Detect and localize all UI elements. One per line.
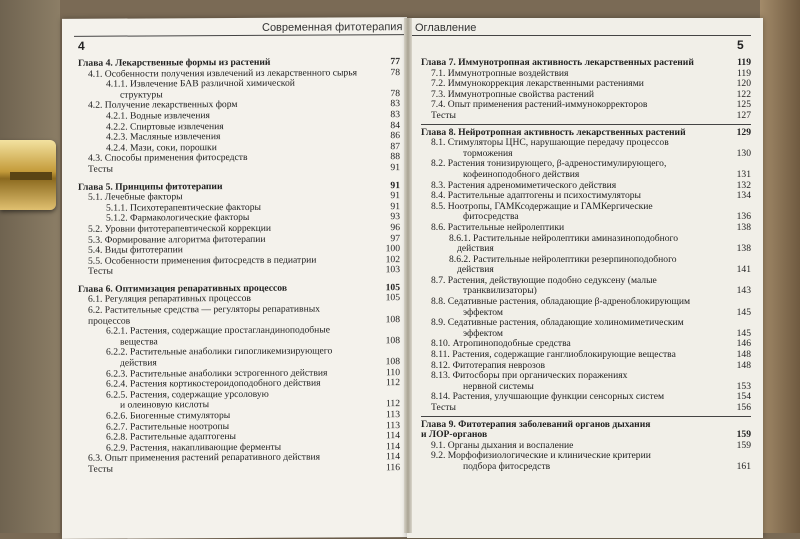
entry-title: 8.6.1. Растительные нейролептики аминазиноподобного (449, 232, 679, 244)
entry-title: и олеиновую кислоты (120, 399, 210, 412)
binder-clip-slot (10, 172, 52, 180)
entry-page-number: 145 (736, 327, 751, 339)
entry-title: 6.2.5. Растения, содержащие урсоловую (106, 388, 269, 401)
entry-page-number: 122 (736, 88, 751, 100)
section-divider (421, 416, 751, 417)
entry-title: 8.8. Седативные растения, обладающие β-адреноблокирующим (431, 296, 691, 308)
entry-title: 8.12. Фитотерапия неврозов (431, 359, 546, 371)
right-page-number: 5 (737, 38, 744, 52)
entry-page-number: 110 (385, 366, 400, 378)
entry-page-number: 146 (736, 338, 751, 350)
entry-page-number: 156 (736, 402, 751, 413)
entry-title: структуры (120, 89, 163, 101)
entry-page-number: 108 (385, 334, 400, 347)
table-of-contents-left (78, 57, 400, 475)
entry-title: Глава 4. Лекарственные формы из растений (78, 56, 271, 69)
entry-page-number: 129 (736, 126, 751, 138)
entry-page-number: 130 (736, 147, 751, 159)
entry-page-number: 161 (736, 460, 751, 472)
entry-page-number: 134 (736, 190, 751, 202)
entry-page-number: 138 (736, 243, 751, 255)
entry-page-number: 119 (737, 57, 751, 68)
entry-title: 5.4. Виды фитотерапии (88, 244, 183, 256)
left-page-number: 4 (78, 38, 85, 53)
entry-page-number: 114 (385, 430, 400, 442)
toc-entry (78, 463, 400, 475)
entry-page-number: 91 (390, 179, 400, 191)
entry-title: 4.2.1. Водные извлечения (106, 110, 210, 122)
toc-entry (421, 111, 751, 122)
entry-title: 6.2.2. Растительные анаболики гипогликемизирующего (106, 345, 333, 359)
entry-title: 7.2. Иммунокоррекция лекарственными растениями (431, 78, 644, 90)
entry-title: 8.6.2. Растительные нейролептики резерпиноподобного (449, 253, 677, 265)
background-left (0, 0, 60, 533)
entry-title: транквилизаторы) (463, 285, 537, 297)
table-of-contents-right (421, 58, 751, 473)
entry-title: 5.3. Формирование алгоритма фитотерапии (88, 233, 266, 246)
entry-title: Глава 7. Иммунотропная активность лекарственных растений (421, 57, 694, 68)
entry-title: 8.2. Растения тонизирующего, β-адреностимулирующего, (431, 158, 667, 170)
entry-title: эффектом (463, 306, 503, 318)
entry-page-number: 86 (390, 130, 400, 142)
entry-page-number: 148 (736, 359, 751, 371)
entry-title: и ЛОР-органов (421, 429, 488, 441)
entry-page-number: 120 (736, 78, 751, 90)
entry-title: Тесты (88, 265, 113, 278)
entry-title: 8.5. Ноотропы, ГАМКсодержащие и ГАМКергические (431, 200, 653, 212)
right-page-header: Оглавление (415, 22, 477, 34)
entry-title: Тесты (431, 402, 456, 413)
entry-page-number: 127 (736, 109, 751, 121)
entry-title: действия (120, 357, 157, 369)
entry-page-number: 78 (390, 66, 400, 78)
header-rule (411, 35, 751, 36)
entry-page-number: 108 (385, 356, 400, 368)
entry-page-number: 88 (390, 151, 400, 163)
entry-page-number: 112 (385, 377, 400, 389)
entry-title: 5.5. Особенности применения фитосредств в педиатрии (88, 254, 317, 267)
entry-page-number: 96 (390, 222, 400, 234)
toc-entry (78, 265, 400, 277)
entry-title: эффектом (463, 327, 503, 339)
entry-page-number: 119 (736, 67, 751, 79)
entry-title: 5.1.2. Фармакологические факторы (106, 212, 250, 224)
entry-title: 7.3. Иммунотропные свойства растений (431, 88, 595, 100)
entry-title: 8.7. Растения, действующие подобно седуксену (малые (431, 274, 657, 286)
entry-page-number: 102 (385, 253, 400, 265)
toc-entry (421, 100, 751, 111)
entry-title: 6.1. Регуляция репаративных процессов (88, 293, 251, 306)
entry-title: 8.11. Растения, содержащие ганглиоблокирующие вещества (431, 349, 676, 361)
entry-title: 5.2. Уровни фитотерапевтической коррекции (88, 222, 271, 235)
entry-title: 6.2.1. Растения, содержащие простагландиноподобные (106, 324, 330, 337)
entry-page-number: 125 (736, 99, 751, 111)
entry-title: 7.1. Иммунотропные воздействия (431, 67, 569, 79)
section-divider (421, 124, 751, 125)
entry-title: 4.1.1. Извлечение БАВ различной химической (106, 77, 295, 90)
entry-title: нервной системы (463, 380, 534, 392)
entry-page-number: 113 (385, 419, 400, 431)
entry-title: действия (457, 264, 494, 276)
entry-title: 8.3. Растения адреномиметического действия (431, 179, 617, 191)
entry-title: действия (457, 243, 494, 255)
entry-title: 6.3. Опыт применения растений репаративного действия (88, 451, 321, 465)
entry-title: 5.1. Лечебные факторы (88, 191, 183, 203)
entry-page-number: 78 (390, 87, 400, 99)
entry-page-number: 100 (385, 243, 400, 255)
entry-page-number: 103 (385, 264, 400, 276)
entry-title: 4.2.2. Спиртовые извлечения (106, 120, 224, 133)
toc-entry (421, 403, 751, 414)
entry-page-number: 159 (736, 429, 751, 441)
entry-title: 4.2. Получение лекарственных форм (88, 99, 238, 112)
entry-page-number: 114 (385, 440, 400, 452)
entry-page-number: 153 (736, 380, 751, 392)
entry-page-number: 91 (390, 200, 400, 212)
entry-page-number: 91 (390, 162, 400, 174)
entry-title: 6.2.3. Растительные анаболики эстрогенного действия (106, 367, 328, 380)
entry-title: торможения (463, 147, 513, 159)
entry-title: подбора фитосредств (463, 460, 551, 472)
right-page (407, 18, 763, 538)
entry-title: 6.2. Растительные средства — регуляторы репаративных (88, 303, 320, 316)
entry-title: 6.2.9. Растения, накапливающие ферменты (106, 441, 282, 454)
entry-page-number: 114 (385, 451, 400, 463)
entry-page-number: 108 (385, 313, 400, 325)
entry-page-number: 91 (390, 190, 400, 202)
entry-title: 8.1. Стимуляторы ЦНС, нарушающие передачу процессов (431, 137, 669, 149)
entry-title: 4.2.4. Мази, соки, порошки (106, 141, 217, 154)
entry-page-number: 143 (736, 285, 751, 297)
entry-title: фитосредства (463, 211, 519, 223)
entry-page-number: 132 (736, 179, 751, 191)
left-page (62, 17, 407, 539)
entry-page-number: 136 (736, 211, 751, 223)
entry-title: 8.4. Растительные адаптогены и психостимуляторы (431, 190, 641, 202)
book-gutter (404, 18, 412, 533)
toc-entry (421, 462, 751, 473)
entry-title: 8.9. Седативные растения, обладающие холиномиметическим (431, 317, 684, 329)
entry-page-number: 112 (385, 398, 400, 410)
entry-title: 5.1.1. Психотерапевтические факторы (106, 201, 261, 214)
entry-page-number: 84 (390, 119, 400, 131)
entry-page-number: 159 (736, 439, 751, 451)
entry-title: Тесты (88, 163, 113, 175)
entry-page-number: 83 (390, 109, 400, 121)
background-right (760, 0, 800, 533)
toc-entry (421, 392, 751, 403)
entry-title: кофеиноподобного действия (463, 168, 580, 180)
entry-page-number: 105 (385, 282, 400, 294)
entry-title: 9.2. Морфофизиологические и клинические критерии (431, 450, 651, 462)
entry-title: Тесты (431, 109, 456, 121)
entry-title: процессов (88, 315, 131, 327)
entry-page-number: 93 (390, 211, 400, 223)
entry-title: Глава 6. Оптимизация репаративных процессов (78, 282, 288, 295)
entry-page-number: 131 (736, 168, 751, 180)
entry-page-number: 145 (736, 306, 751, 318)
entry-page-number: 105 (385, 292, 400, 304)
entry-title: вещества (120, 336, 158, 348)
entry-title: Глава 8. Нейротропная активность лекарственных растений (421, 126, 686, 138)
entry-page-number: 154 (736, 391, 751, 403)
entry-title: 9.1. Органы дыхания и воспаление (431, 439, 574, 451)
entry-title: 6.2.4. Растения кортикостероидоподобного действия (106, 377, 321, 390)
header-rule (74, 34, 404, 37)
toc-entry (78, 163, 400, 175)
entry-page-number: 141 (736, 264, 751, 276)
entry-page-number: 138 (736, 221, 751, 233)
entry-title: 4.1. Особенности получения извлечений из лекарственного сырья (88, 66, 358, 80)
entry-page-number: 77 (390, 56, 400, 68)
entry-title: 6.2.8. Растительные адаптогены (106, 431, 236, 443)
entry-title: 8.10. Атропиноподобные средства (431, 338, 571, 350)
entry-title: 8.13. Фитосборы при органических поражениях (431, 370, 628, 382)
entry-title: Тесты (88, 463, 113, 475)
entry-title: 7.4. Опыт применения растений-иммунокорректоров (431, 99, 648, 111)
entry-title: 6.2.7. Растительные ноотропы (106, 420, 230, 433)
entry-title: 8.6. Растительные нейролептики (431, 221, 565, 233)
entry-title: 4.2.3. Масляные извлечения (106, 131, 221, 143)
entry-page-number: 83 (390, 98, 400, 110)
entry-title: 4.3. Способы применения фитосредств (88, 152, 248, 165)
entry-page-number: 97 (390, 232, 400, 244)
entry-title: 6.2.6. Биогенные стимуляторы (106, 410, 231, 422)
left-page-header: Современная фитотерапия (262, 21, 403, 34)
entry-page-number: 113 (385, 409, 400, 421)
entry-page-number: 148 (736, 349, 751, 361)
entry-title: 8.14. Растения, улучшающие функции сенсорных систем (431, 391, 665, 403)
entry-page-number: 116 (385, 462, 400, 474)
entry-title: Глава 9. Фитотерапия заболеваний органов дыхания (421, 418, 651, 430)
entry-page-number: 87 (390, 140, 400, 152)
entry-title: Глава 5. Принципы фитотерапии (78, 180, 223, 193)
